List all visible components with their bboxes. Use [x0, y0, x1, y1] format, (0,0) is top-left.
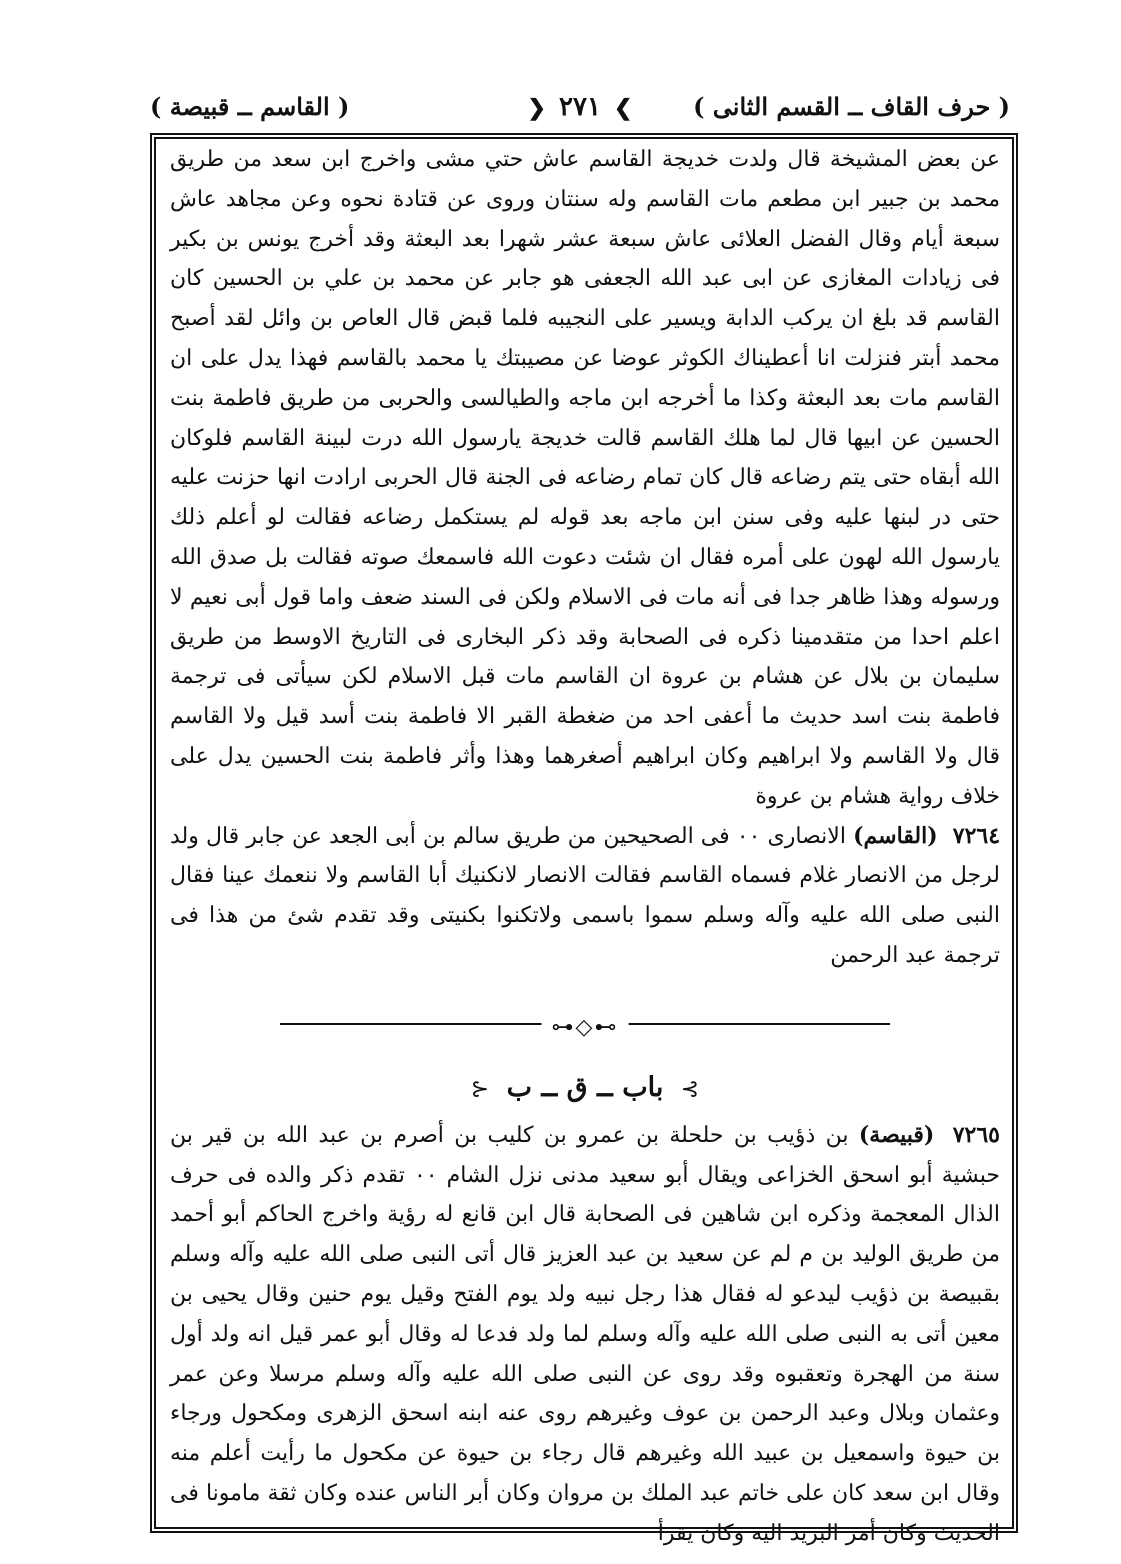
entry-number: ۷۲٦٤: [952, 822, 1001, 849]
header-chapter-title: ( حرف القاف ــ القسم الثانى ): [693, 92, 1010, 121]
page-header: [150, 92, 1010, 132]
page-number-block: [524, 92, 637, 122]
chapter-ornament-icon: ⊰: [470, 1076, 490, 1102]
entry-name: (قبيصة): [858, 1121, 935, 1148]
chapter-title: باب ــ ق ــ ب: [506, 1071, 664, 1103]
page-number: ۲۷۱: [559, 92, 601, 122]
entry-7265: [170, 1116, 1000, 1554]
entry-number: ۷۲٦٥: [952, 1121, 1000, 1148]
page-body: [170, 140, 1001, 1546]
entry-7264: [170, 817, 1000, 976]
header-entry-range: ( القاسم ــ قبيصة ): [150, 92, 350, 121]
divider-ornament-icon: ⊶◇⊷: [542, 1008, 629, 1048]
page-number-ornament-icon: ❯: [614, 95, 633, 121]
entry-text: بن ذؤيب بن حلحلة بن عمرو بن كليب بن أصرم بن عبد الله بن قير بن حبشية أبو اسحق الخزاعى ويقال أبو سعيد مدنى نزل الشام ٠٠ تقدم ذكر والده فى حرف الذال المعجمة وذكره ابن شاهين فى الصحابة قال ابن قانع له رؤية واخرج الحاكم أبو أحمد من طريق الوليد بن م لم عن سعيد بن عبد العزيز قال أتى النبى صلى الله عليه وآله وسلم بقبيصة بن ذؤيب ليدعو له فقال هذا رجل نبيه ولد يوم الفتح وقيل يوم حنين وقال يحيى بن معين أتى به النبى صلى الله عليه وآله وسلم لما ولد فدعا له وقال أبو عمر قيل انه ولد أول سنة من الهجرة وتعقبوه وقد روى عن النبى صلى الله عليه وآله وسلم مرسلا وعن عمر وعثمان وبلال وعبد الرحمن بن عوف وغيرهم روى عنه ابنه اسحق الزهرى ومكحول ورجاء بن حيوة واسمعيل بن عبيد الله وغيرهم قال رجاء بن حيوة عن مكحول ما رأيت أعلم منه وقال ابن سعد كان على خاتم عبد الملك بن مروان وكان أبر الناس عنده وكان ثقة مامونا فى الحديث وكان أمر البريد اليه وكان يقرأ: [170, 1122, 1000, 1546]
page-number-ornament-icon: ❮: [527, 95, 546, 121]
section-divider: [170, 994, 1000, 1054]
paragraph-continuation: عن بعض المشيخة قال ولدت خديجة القاسم عاش حتي مشى واخرج ابن سعد من طريق محمد بن جبير ابن مطعم مات القاسم وله سنتان وروى عن قتادة نحوه وعن مجاهد عاش سبعة أيام وقال الفضل العلائى عاش سبعة عشر شهرا بعد البعثة وقد أخرج يونس بن بكير فى زيادات المغازى عن ابى عبد الله الجعفى هو جابر عن محمد بن علي بن الحسين كان القاسم قد بلغ ان يركب الدابة ويسير على النجيبه فلما قبض قال العاص بن وائل لقد أصبح محمد أبتر فنزلت انا أعطيناك الكوثر عوضا عن مصيبتك يا محمد بالقاسم فهذا يدل على ان القاسم مات بعد البعثة وكذا ما أخرجه ابن ماجه والطيالسى والحربى من طريق فاطمة بنت الحسين عن ابيها قال لما هلك القاسم قالت خديجة يارسول الله درت لبينة القاسم فلوكان الله أبقاه حتى يتم رضاعه قال كان تمام رضاعه فى الجنة قال الحربى ارادت انها حزنت عليه حتى در لبنها عليه وفى سنن ابن ماجه بعد قوله لم يستكمل رضاعه فقالت لو أعلم ذلك يارسول الله لهون على أمره فقال ان شئت دعوت الله فاسمعك صوته فقالت بل صدق الله ورسوله وهذا ظاهر جدا فى أنه مات فى الاسلام ولكن فى السند ضعف واما قول أبى نعيم لا اعلم احدا من متقدمينا ذكره فى الصحابة وقد ذكر البخارى فى التاريخ الاوسط من طريق سليمان بن بلال عن هشام بن عروة ان القاسم مات قبل الاسلام لكن سيأتى فى ترجمة فاطمة بنت اسد حديث ما أعفى احد من ضغطة القبر الا فاطمة بنت أسد قيل ولا القاسم قال ولا القاسم ولا ابراهيم وكان ابراهيم أصغرهما وهذا وأثر فاطمة بنت الحسين يدل على خلاف رواية هشام بن عروة: [170, 147, 1000, 809]
entry-text: الانصارى ٠٠ فى الصحيحين من طريق سالم بن أبى الجعد عن جابر قال ولد لرجل من الانصار غلام فسماه القاسم فقالت الانصار لانكنيك أبا القاسم ولا ننعمك عينا فقال النبى صلى الله عليه وآله وسلم سموا باسمى ولاتكنوا بكنيتى وقد تقدم شئ من هذا فى ترجمة عبد الرحمن: [170, 823, 1000, 968]
chapter-heading: [170, 1066, 1000, 1112]
chapter-ornament-icon: ⊱: [680, 1076, 700, 1102]
entry-name: (القاسم): [853, 822, 938, 849]
